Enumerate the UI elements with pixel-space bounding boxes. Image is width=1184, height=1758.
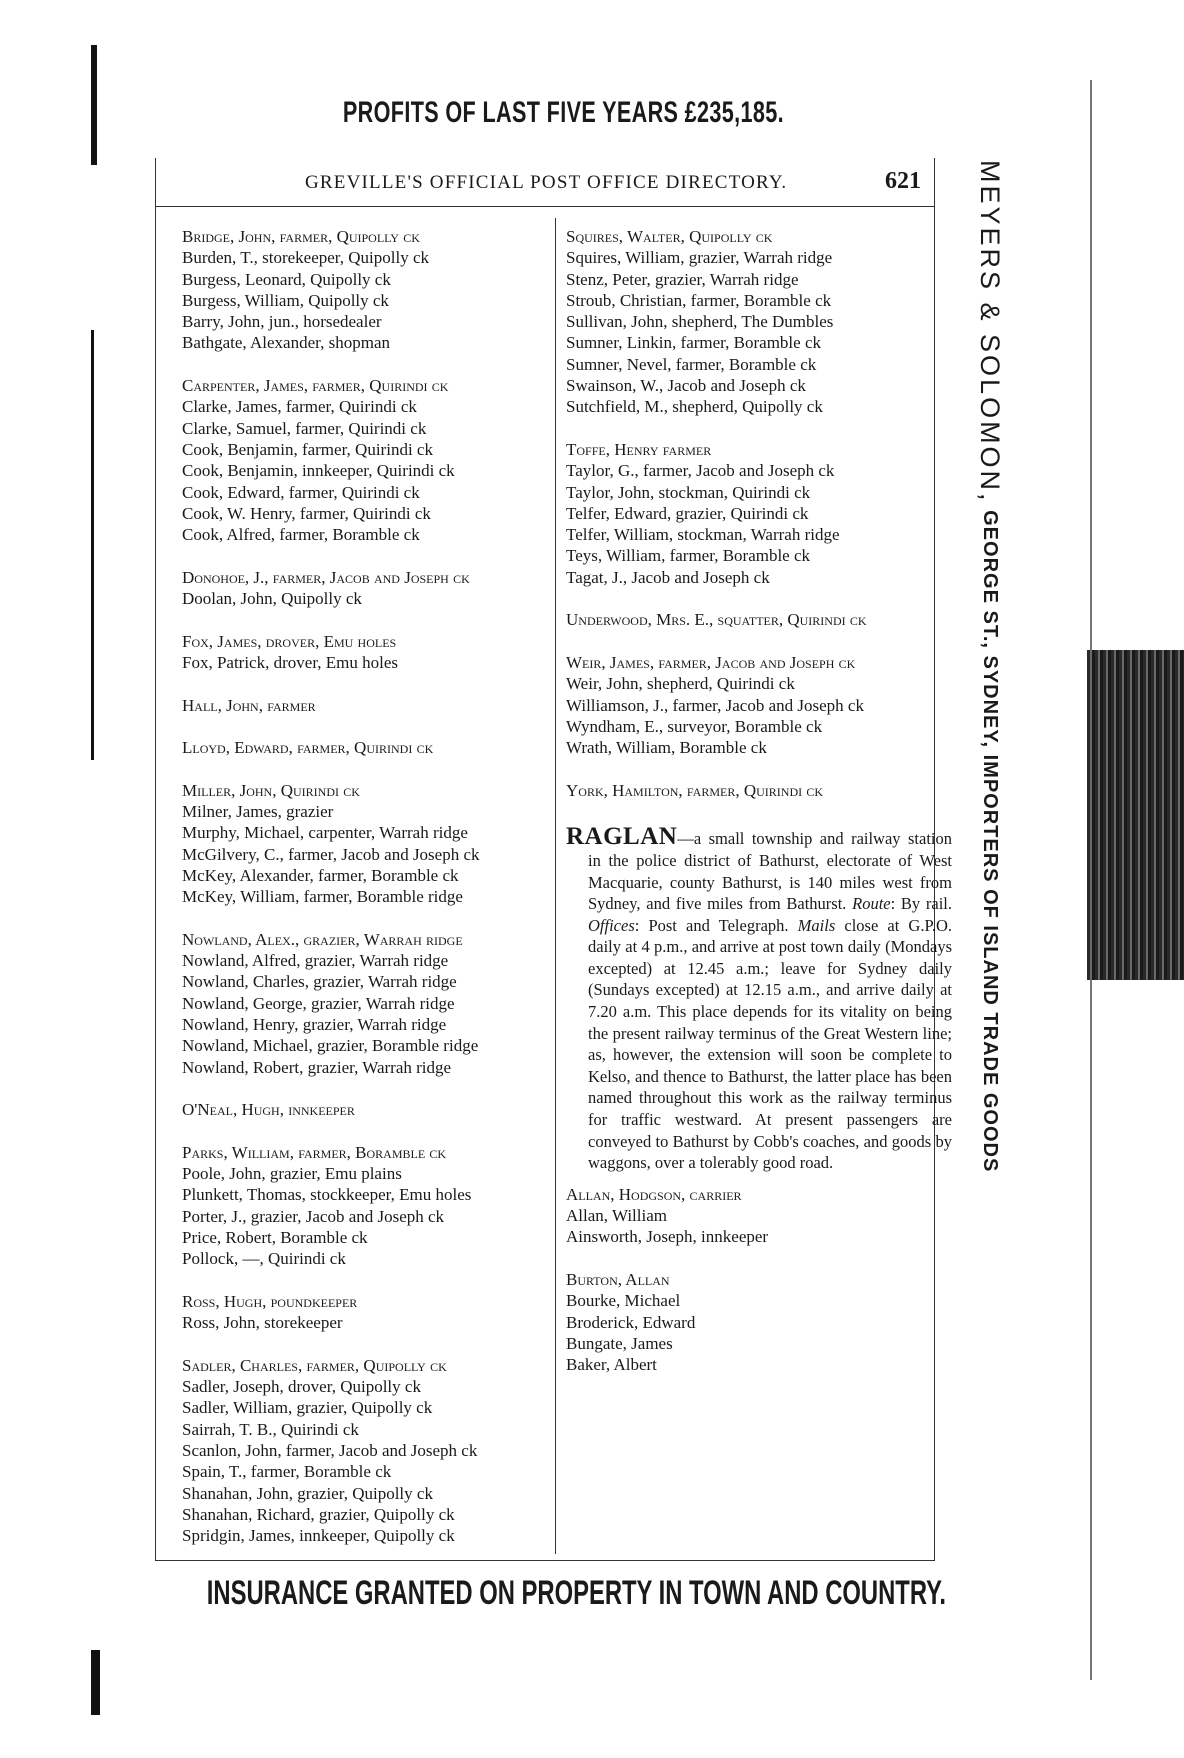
directory-entry: Plunkett, Thomas, stockkeeper, Emu holes — [182, 1185, 472, 1205]
directory-entry: Shanahan, John, grazier, Quipolly ck — [182, 1483, 433, 1503]
directory-entry: Williamson, J., farmer, Jacob and Joseph ck — [566, 695, 864, 715]
directory-entry: Squires, Walter, Quipolly ck — [566, 227, 773, 246]
directory-entry: Lloyd, Edward, farmer, Quirindi ck — [182, 738, 434, 758]
right-column-entries — [566, 226, 938, 801]
directory-entry: O'Neal, Hugh, innkeeper — [182, 1100, 355, 1120]
raglan-text-4: close at G.P.O. daily at 4 p.m., and arrive at post town daily (Mondays excepted) at 12.45 a.m.; leave for Sydney daily (Sundays excepted) at 12.15 a.m., and arrive daily at 7.20 a.m. This place depends for its vitality on being the present railway terminus of the Great Western line; as, however, the extension will soon be complete to Kelso, and thence to Bathurst, the latter place has been named throughout this work as the railway terminus for traffic westward. At present passengers are conveyed to Bathurst by Cobb's coaches, and goods by waggons, over a tolerably good road. — [588, 915, 952, 1173]
directory-entry: Allan, William — [566, 1206, 667, 1226]
raglan-entries — [566, 1184, 938, 1376]
directory-entry: Miller, John, Quirindi ck — [182, 780, 360, 800]
side-advertisement — [975, 160, 1005, 1560]
directory-entry: Nowland, Alfred, grazier, Warrah ridge — [182, 951, 449, 971]
directory-entry: Shanahan, Richard, grazier, Quipolly ck — [182, 1504, 455, 1524]
directory-entry: Pollock, —, Quirindi ck — [182, 1249, 346, 1269]
directory-entry: Tagat, J., Jacob and Joseph ck — [566, 567, 770, 587]
directory-entry: Bungate, James — [566, 1333, 673, 1353]
raglan-heading: RAGLAN — [566, 823, 678, 851]
directory-entry: Spain, T., farmer, Boramble ck — [182, 1462, 392, 1482]
margin-mark-bottom — [91, 1650, 100, 1715]
directory-entry: Clarke, Samuel, farmer, Quirindi ck — [182, 418, 427, 438]
column-divider — [555, 218, 556, 1554]
directory-entry: Donohoe, J., farmer, Jacob and Joseph ck — [182, 567, 470, 587]
left-column — [182, 226, 552, 1546]
directory-entry: Carpenter, James, farmer, Quirindi ck — [182, 376, 449, 396]
directory-entry: Poole, John, grazier, Emu plains — [182, 1164, 402, 1184]
page-number: 621 — [885, 168, 921, 194]
directory-entry: Broderick, Edward — [566, 1312, 696, 1332]
section-gap — [182, 1270, 552, 1291]
directory-entry: Clarke, James, farmer, Quirindi ck — [182, 397, 417, 417]
directory-entry: Stenz, Peter, grazier, Warrah ridge — [566, 269, 799, 289]
margin-mark-middle — [91, 330, 94, 760]
directory-entry: Allan, Hodgson, carrier — [566, 1184, 742, 1204]
mails-label: Mails — [797, 915, 836, 935]
directory-entry: McKey, William, farmer, Boramble ridge — [182, 887, 463, 907]
section-gap — [182, 609, 552, 630]
directory-entry: Doolan, John, Quipolly ck — [182, 589, 362, 609]
header-title: GREVILLE'S OFFICIAL POST OFFICE DIRECTORY. — [305, 172, 788, 193]
raglan-text-1: —a small township and railway station in the police district of Bathurst, electorate of West Macquarie, county Bathurst, is 140 miles west from Sydney, and five miles from Bathurst. — [588, 829, 952, 914]
directory-entry: Nowland, Robert, grazier, Warrah ridge — [182, 1057, 452, 1077]
scan-shadow-block — [1087, 650, 1184, 980]
directory-entry: Wrath, William, Boramble ck — [566, 738, 767, 758]
directory-entry: Sumner, Nevel, farmer, Boramble ck — [566, 354, 817, 374]
header-rule — [155, 206, 935, 207]
side-firm-name: MEYERS & SOLOMON, — [975, 160, 1005, 504]
directory-entry: Cook, Benjamin, farmer, Quirindi ck — [182, 439, 433, 459]
raglan-text-3: : Post and Telegraph. — [634, 915, 798, 935]
directory-entry: Sadler, William, grazier, Quipolly ck — [182, 1398, 433, 1418]
directory-entry: Telfer, Edward, grazier, Quirindi ck — [566, 503, 809, 523]
directory-entry: Sumner, Linkin, farmer, Boramble ck — [566, 333, 821, 353]
directory-entry: Fox, Patrick, drover, Emu holes — [182, 652, 399, 672]
directory-entry: Bathgate, Alexander, shopman — [182, 333, 390, 353]
section-gap — [182, 1120, 552, 1141]
directory-entry: Fox, James, drover, Emu holes — [182, 631, 397, 651]
directory-entry: Sadler, Joseph, drover, Quipolly ck — [182, 1377, 421, 1397]
directory-entry: Cook, Benjamin, innkeeper, Quirindi ck — [182, 461, 455, 481]
directory-entry: Burgess, Leonard, Quipolly ck — [182, 269, 391, 289]
directory-entry: Burgess, William, Quipolly ck — [182, 290, 389, 310]
section-gap — [566, 588, 938, 609]
raglan-description — [566, 823, 953, 1174]
route-label: Route — [852, 894, 891, 914]
section-gap — [182, 908, 552, 929]
section-gap — [182, 1078, 552, 1099]
directory-entry: Toffe, Henry farmer — [566, 439, 712, 459]
section-gap — [566, 758, 938, 779]
directory-entry: Nowland, Henry, grazier, Warrah ridge — [182, 1014, 447, 1034]
section-gap — [566, 801, 938, 822]
section-gap — [182, 1333, 552, 1354]
section-gap — [566, 1248, 938, 1269]
section-gap — [182, 716, 552, 737]
directory-entry: Bridge, John, farmer, Quipolly ck — [182, 227, 420, 246]
directory-entry: Weir, John, shepherd, Quirindi ck — [566, 674, 795, 694]
offices-label: Offices — [588, 915, 635, 935]
section-gap — [182, 758, 552, 779]
directory-entry: Spridgin, James, innkeeper, Quipolly ck — [182, 1526, 455, 1546]
directory-entry: Wyndham, E., surveyor, Boramble ck — [566, 716, 823, 736]
directory-entry: Taylor, John, stockman, Quirindi ck — [566, 482, 811, 502]
directory-entry: Hall, John, farmer — [182, 695, 316, 715]
directory-entry: Parks, William, farmer, Boramble ck — [182, 1142, 447, 1162]
directory-entry: Ross, Hugh, poundkeeper — [182, 1291, 358, 1311]
directory-entry: Sadler, Charles, farmer, Quipolly ck — [182, 1355, 447, 1375]
directory-entry: Burton, Allan — [566, 1270, 670, 1289]
margin-mark-top — [91, 45, 97, 165]
directory-entry: Squires, William, grazier, Warrah ridge — [566, 248, 833, 268]
directory-entry: Swainson, W., Jacob and Joseph ck — [566, 376, 806, 396]
directory-entry: Ainsworth, Joseph, innkeeper — [566, 1227, 769, 1247]
raglan-text-2: : By rail. — [890, 894, 953, 914]
directory-entry: Teys, William, farmer, Boramble ck — [566, 546, 811, 566]
section-gap — [182, 545, 552, 566]
directory-entry: Underwood, Mrs. E., squatter, Quirindi ck — [566, 610, 867, 630]
top-banner: PROFITS OF LAST FIVE YEARS £235,185. — [342, 96, 784, 129]
directory-entry: Milner, James, grazier — [182, 802, 334, 822]
directory-entry: Barry, John, jun., horsedealer — [182, 312, 382, 332]
section-gap — [566, 418, 938, 439]
directory-entry: York, Hamilton, farmer, Quirindi ck — [566, 780, 824, 800]
directory-entry: Baker, Albert — [566, 1355, 657, 1375]
page-header — [155, 168, 935, 204]
section-gap — [182, 673, 552, 694]
directory-entry: McGilvery, C., farmer, Jacob and Joseph ck — [182, 844, 480, 864]
directory-entry: Stroub, Christian, farmer, Boramble ck — [566, 290, 832, 310]
directory-entry: Burden, T., storekeeper, Quipolly ck — [182, 248, 430, 268]
directory-entry: Nowland, Charles, grazier, Warrah ridge — [182, 972, 457, 992]
directory-entry: Murphy, Michael, carpenter, Warrah ridge — [182, 823, 468, 843]
directory-entry: Cook, Edward, farmer, Quirindi ck — [182, 482, 420, 502]
directory-entry: McKey, Alexander, farmer, Boramble ck — [182, 865, 459, 885]
directory-entry: Sullivan, John, shepherd, The Dumbles — [566, 312, 834, 332]
directory-entry: Sairrah, T. B., Quirindi ck — [182, 1419, 359, 1439]
bottom-banner: INSURANCE GRANTED ON PROPERTY IN TOWN AND COUNTRY. — [206, 1574, 946, 1612]
section-gap — [566, 631, 938, 652]
directory-entry: Nowland, Alex., grazier, Warrah ridge — [182, 929, 463, 949]
side-address: GEORGE ST., SYDNEY, IMPORTERS OF ISLAND TRADE GOODS — [979, 510, 1001, 1173]
directory-entry: Sutchfield, M., shepherd, Quipolly ck — [566, 397, 823, 417]
section-gap — [182, 354, 552, 375]
directory-entry: Porter, J., grazier, Jacob and Joseph ck — [182, 1206, 445, 1226]
directory-entry: Nowland, George, grazier, Warrah ridge — [182, 993, 455, 1013]
right-column — [566, 226, 953, 1375]
directory-entry: Price, Robert, Boramble ck — [182, 1227, 368, 1247]
directory-entry: Bourke, Michael — [566, 1291, 681, 1311]
directory-entry: Ross, John, storekeeper — [182, 1313, 343, 1333]
directory-entry: Cook, Alfred, farmer, Boramble ck — [182, 525, 420, 545]
directory-entry: Nowland, Michael, grazier, Boramble ridge — [182, 1036, 479, 1056]
directory-entry: Taylor, G., farmer, Jacob and Joseph ck — [566, 461, 835, 481]
directory-entry: Scanlon, John, farmer, Jacob and Joseph ck — [182, 1440, 478, 1460]
section-gap — [566, 1174, 938, 1184]
directory-entry: Weir, James, farmer, Jacob and Joseph ck — [566, 652, 856, 672]
directory-entry: Telfer, William, stockman, Warrah ridge — [566, 525, 840, 545]
directory-entry: Cook, W. Henry, farmer, Quirindi ck — [182, 503, 431, 523]
